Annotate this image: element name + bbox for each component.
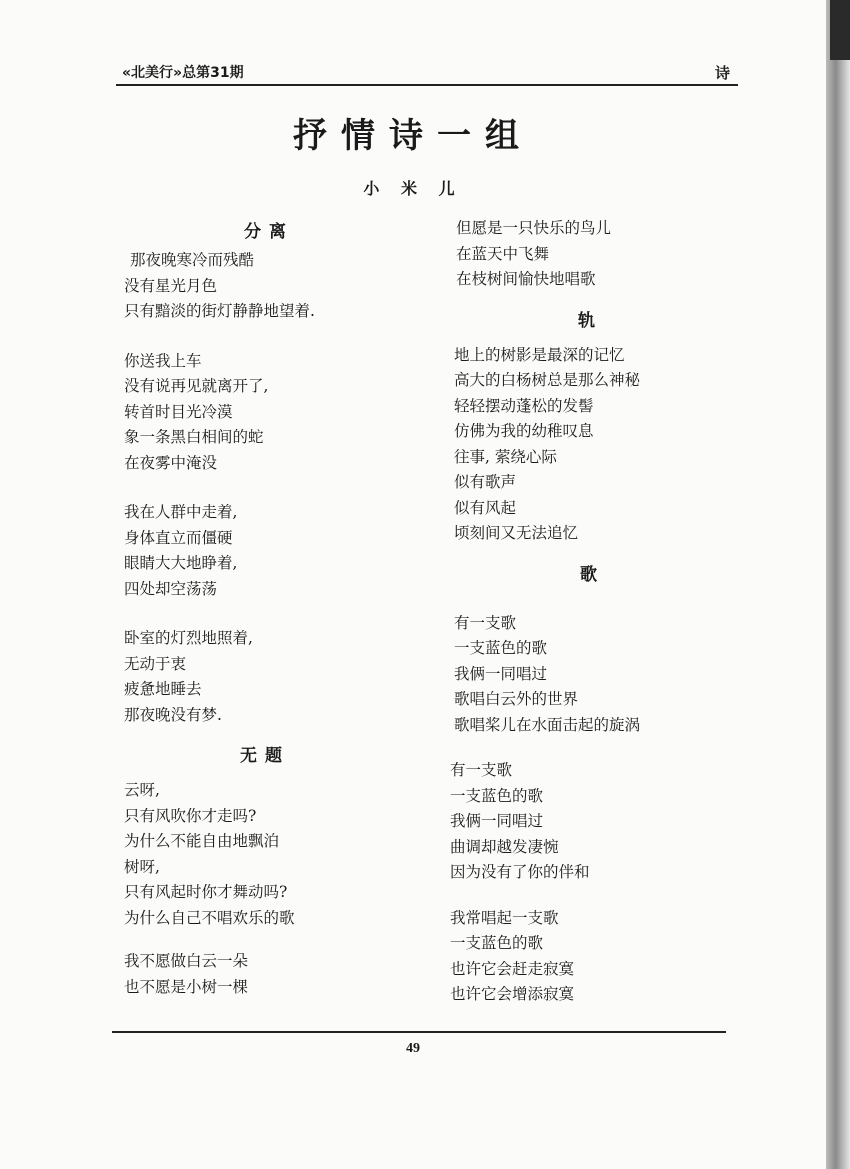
poem-line: 身体直立而僵硬 — [124, 528, 233, 547]
poem-line: 但愿是一只快乐的鸟儿 — [456, 219, 612, 237]
page-edge-shadow — [826, 0, 850, 1169]
poem-line: 那夜晚没有梦. — [124, 705, 222, 724]
poem-line: 有一支歌 — [450, 761, 513, 779]
page-number: 49 — [406, 1041, 420, 1056]
poem-line: 地上的树影是最深的记忆 — [454, 345, 625, 364]
poem-line: 顷刻间又无法追忆 — [454, 524, 579, 542]
poem-line: 我俩一同唱过 — [450, 812, 544, 830]
poem-line: 歌唱桨儿在水面击起的旋涡 — [454, 715, 641, 734]
poem-line: 没有星光月色 — [124, 276, 218, 295]
poem-line: 我常唱起一支歌 — [450, 908, 559, 927]
poem-line: 我在人群中走着, — [124, 503, 238, 521]
poem-line: 也许它会赶走寂寞 — [450, 959, 575, 978]
poem-line: 也许它会增添寂寞 — [450, 985, 575, 1003]
running-header — [116, 60, 738, 86]
poem-line: 树呀, — [124, 857, 160, 876]
poem-line: 只有风吹你才走吗? — [124, 806, 257, 825]
poem-line: 在夜雾中淹没 — [124, 453, 218, 472]
poem-line: 云呀, — [124, 781, 160, 799]
poem-line: 我俩一同唱过 — [454, 664, 548, 683]
poem-line: 轻轻摆动蓬松的发髻 — [454, 396, 594, 415]
poem-line: 疲惫地睡去 — [124, 680, 202, 698]
poem-title-fenli: 分离 — [244, 222, 294, 242]
poem-line: 转首时目光冷漠 — [124, 402, 233, 421]
poem-line: 没有说再见就离开了, — [124, 377, 269, 395]
poem-line: 似有歌声 — [454, 473, 517, 491]
poem-line: 往事, 萦绕心际 — [454, 447, 557, 466]
page-title: 抒情诗一组 — [293, 116, 533, 156]
poem-line: 一支蓝色的歌 — [450, 786, 544, 805]
left-column — [124, 216, 444, 1000]
poem-title-wuti: 无题 — [240, 746, 290, 766]
poem-line: 那夜晚寒冷而残酷 — [130, 251, 255, 269]
poem-line: 一支蓝色的歌 — [454, 639, 548, 657]
poem-line: 一支蓝色的歌 — [450, 934, 544, 952]
poem-line: 高大的白杨树总是那么神秘 — [454, 371, 641, 389]
poem-line: 我不愿做白云一朵 — [124, 952, 249, 970]
section-label: 诗 — [714, 64, 730, 82]
journal-issue: «北美行»总第31期 — [122, 65, 244, 81]
poem-title-ji: 轨 — [578, 310, 603, 331]
poem-line: 象一条黑白相间的蛇 — [124, 428, 264, 446]
poem-line: 你送我上车 — [124, 351, 202, 370]
poem-line: 因为没有了你的伴和 — [450, 863, 590, 881]
poem-line: 也不愿是小树一棵 — [124, 977, 249, 996]
poem-line: 只有风起时你才舞动吗? — [124, 883, 288, 901]
poem-line: 在枝树间愉快地唱歌 — [456, 270, 596, 288]
right-column — [450, 216, 750, 1008]
poem-title-ge: 歌 — [580, 564, 605, 585]
poem-line: 为什么不能自由地飘泊 — [124, 832, 280, 850]
poem-line: 只有黯淡的街灯静静地望着. — [124, 302, 315, 320]
poem-line: 眼睛大大地睁着, — [124, 554, 238, 572]
poem-line: 仿佛为我的幼稚叹息 — [454, 422, 594, 440]
poem-line: 卧室的灯烈地照着, — [124, 629, 253, 647]
poem-line: 似有风起 — [454, 498, 517, 517]
poem-line: 无动于衷 — [124, 654, 187, 673]
poem-line: 有一支歌 — [454, 613, 517, 632]
poem-line: 在蓝天中飞舞 — [456, 244, 550, 263]
poem-line: 歌唱白云外的世界 — [454, 690, 579, 708]
footer-rule — [112, 1031, 726, 1033]
poem-line: 四处却空荡荡 — [124, 579, 218, 598]
poem-line: 为什么自己不唱欢乐的歌 — [124, 908, 295, 927]
poem-line: 曲调却越发凄惋 — [450, 837, 559, 856]
author-name: 小 米 儿 — [363, 179, 463, 198]
scan-corner-shadow — [830, 0, 850, 60]
